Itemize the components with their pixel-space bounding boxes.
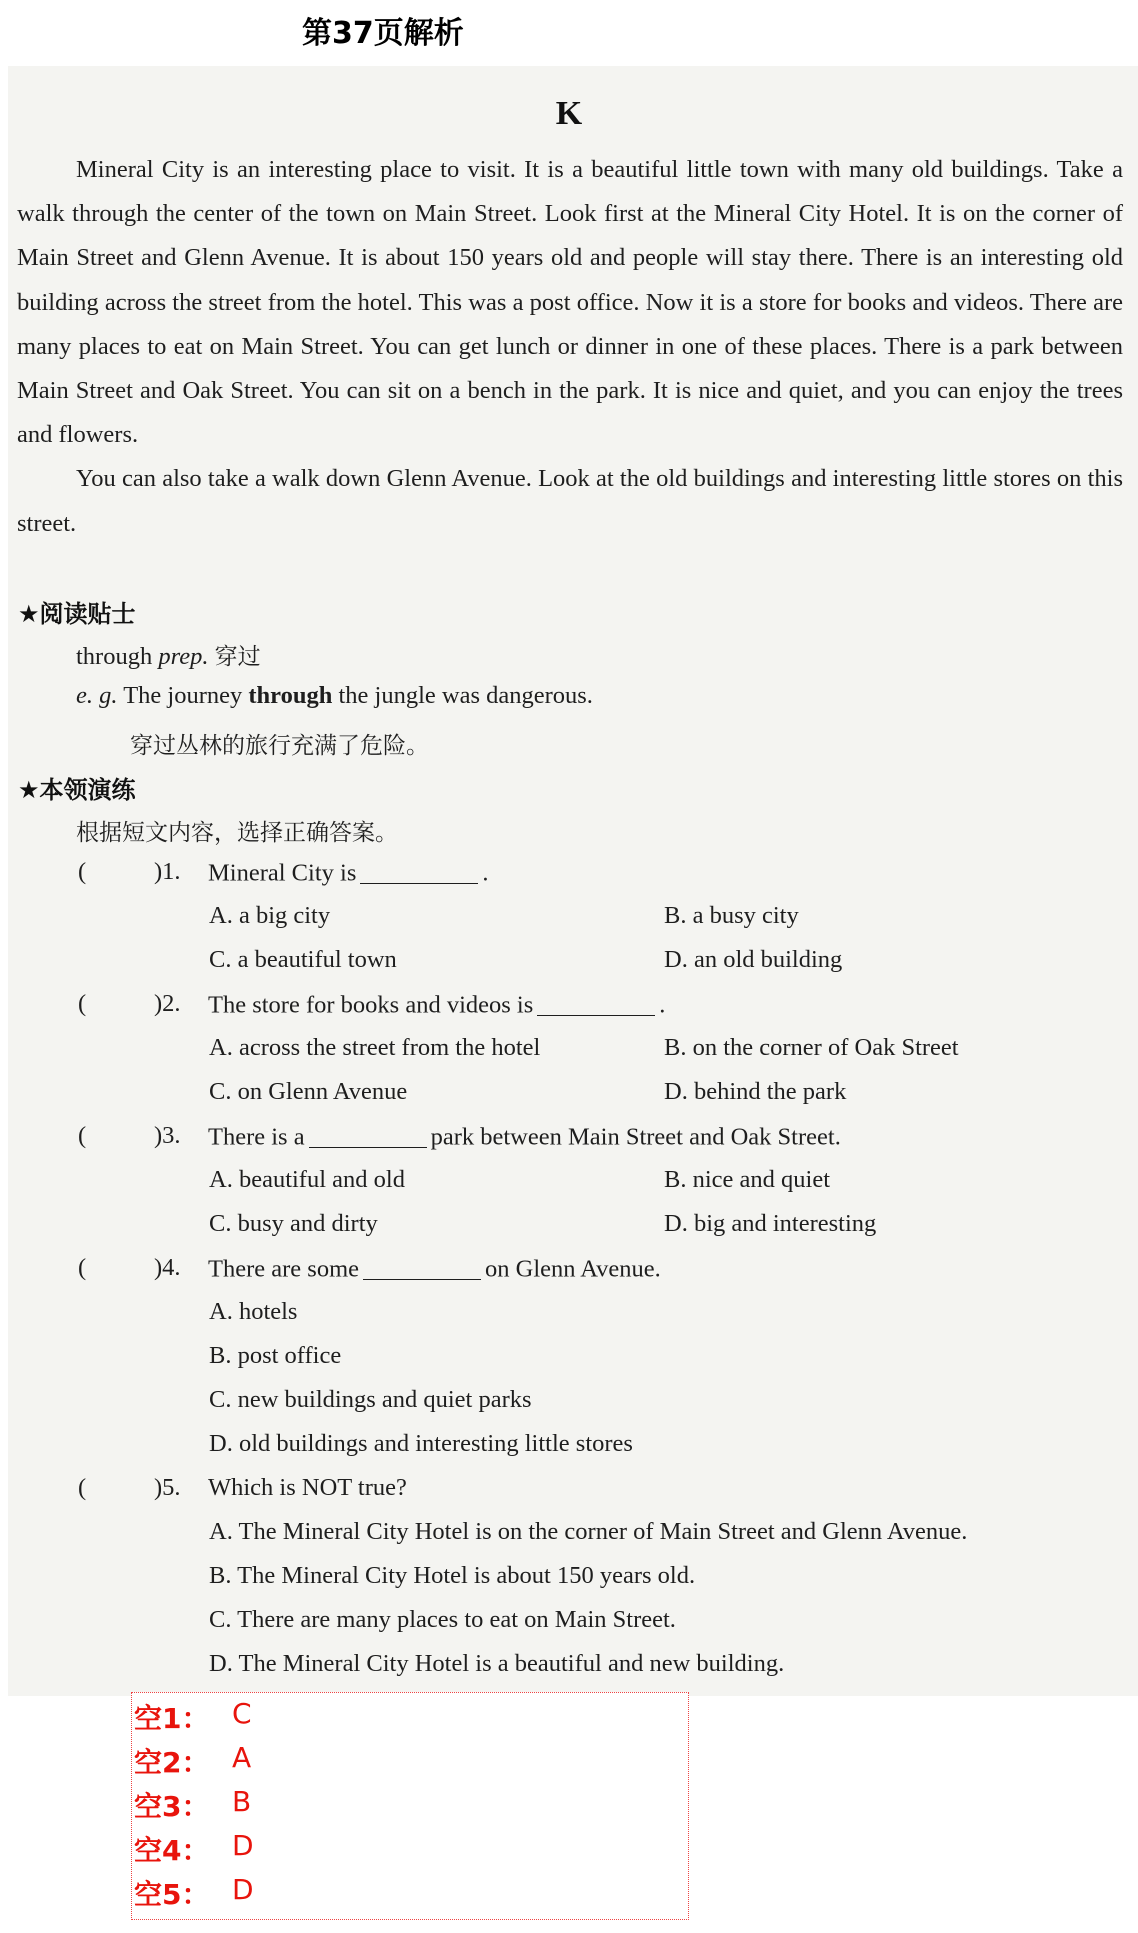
- page-header: [0, 0, 1138, 62]
- vocab-entry: [76, 638, 261, 671]
- reading-tips-title: ★阅读贴士: [18, 600, 136, 628]
- example-translation: 穿过丛林的旅行充满了危险。: [130, 733, 429, 759]
- answer-item: [134, 1785, 252, 1825]
- option-b: B. a busy city: [664, 902, 799, 929]
- answer-value: B: [232, 1785, 252, 1818]
- answer-item: [134, 1697, 252, 1737]
- question-text: The store for books and videos is .: [208, 991, 666, 1019]
- reading-passage: [17, 148, 1123, 546]
- option-c: C. on Glenn Avenue: [209, 1078, 408, 1105]
- exercise-title: ★本领演练: [18, 776, 136, 804]
- answer-paren: (: [78, 990, 87, 1017]
- option-a: A. beautiful and old: [209, 1166, 405, 1193]
- answer-item: [134, 1873, 254, 1913]
- answer-paren: (: [78, 1122, 87, 1149]
- question-number: )2.: [154, 990, 181, 1017]
- question-number: )4.: [154, 1254, 181, 1281]
- vocab-pos: prep.: [158, 643, 209, 670]
- answer-label: 空2：: [134, 1746, 210, 1779]
- page-title: 第37页解析: [302, 16, 464, 51]
- answer-label: 空1：: [134, 1702, 210, 1735]
- option-c: C. a beautiful town: [209, 946, 397, 973]
- example-sentence: [76, 682, 593, 710]
- answer-label: 空4：: [134, 1834, 210, 1867]
- passage-paragraph: You can also take a walk down Glenn Avenue. Look at the old buildings and interesting little stores on this street.: [17, 465, 1123, 537]
- answer-paren: (: [78, 1474, 87, 1501]
- question-number: )1.: [154, 858, 181, 885]
- answer-value: D: [232, 1873, 254, 1906]
- passage-paragraph: Mineral City is an interesting place to visit. It is a beautiful little town with many old buildings. Take a walk through the center of the town on Main Street. Look first at the Mineral City Hotel. It is on the corner of Main Street and Glenn Avenue. It is about 150 years old and people will stay there. There is an interesting old building across the street from the hotel. This was a post office. Now it is a store for books and videos. There are many places to eat on Main Street. You can get lunch or dinner in one of these places. There is a park between Main Street and Oak Street. You can sit on a bench in the park. It is nice and quiet, and you can enjoy the trees and flowers.: [17, 156, 1123, 449]
- answer-paren: (: [78, 858, 87, 885]
- option-b: B. on the corner of Oak Street: [664, 1034, 959, 1061]
- option-a: A. across the street from the hotel: [209, 1034, 541, 1061]
- option-d: D. behind the park: [664, 1078, 847, 1105]
- question-number: )5.: [154, 1474, 181, 1501]
- option-d: D. The Mineral City Hotel is a beautiful and new building.: [209, 1650, 785, 1677]
- vocab-meaning: 穿过: [214, 644, 261, 670]
- option-b: B. nice and quiet: [664, 1166, 831, 1193]
- option-c: C. new buildings and quiet parks: [209, 1386, 532, 1413]
- answer-paren: (: [78, 1254, 87, 1281]
- question-text: There is a park between Main Street and Oak Street.: [208, 1123, 841, 1151]
- exercise-instruction: 根据短文内容，选择正确答案。: [76, 820, 398, 846]
- answer-item: [134, 1829, 254, 1869]
- option-d: D. old buildings and interesting little stores: [209, 1430, 633, 1457]
- answer-key-box: [131, 1692, 689, 1920]
- question-text: Mineral City is .: [208, 859, 489, 887]
- question-text: There are some on Glenn Avenue.: [208, 1255, 661, 1283]
- answer-value: A: [232, 1741, 252, 1774]
- answer-label: 空5：: [134, 1878, 210, 1911]
- example-before: The journey: [123, 682, 243, 709]
- example-label: e. g.: [76, 682, 118, 709]
- option-a: A. The Mineral City Hotel is on the corner of Main Street and Glenn Avenue.: [209, 1518, 968, 1545]
- question-text: Which is NOT true?: [208, 1474, 407, 1501]
- answer-item: [134, 1741, 252, 1781]
- answer-blank: [537, 990, 655, 1016]
- passage-heading: K: [555, 95, 583, 132]
- option-b: B. post office: [209, 1342, 342, 1369]
- option-b: B. The Mineral City Hotel is about 150 years old.: [209, 1562, 696, 1589]
- answer-blank: [363, 1254, 481, 1280]
- option-d: D. an old building: [664, 946, 843, 973]
- example-keyword: through: [248, 682, 333, 709]
- example-after: the jungle was dangerous.: [338, 682, 593, 709]
- answer-value: C: [232, 1697, 252, 1730]
- option-c: C. There are many places to eat on Main Street.: [209, 1606, 676, 1633]
- answer-blank: [360, 858, 478, 884]
- option-d: D. big and interesting: [664, 1210, 877, 1237]
- question-number: )3.: [154, 1122, 181, 1149]
- answer-value: D: [232, 1829, 254, 1862]
- option-a: A. a big city: [209, 902, 331, 929]
- option-a: A. hotels: [209, 1298, 298, 1325]
- answer-blank: [309, 1122, 427, 1148]
- vocab-word: through: [76, 643, 153, 670]
- option-c: C. busy and dirty: [209, 1210, 378, 1237]
- answer-label: 空3：: [134, 1790, 210, 1823]
